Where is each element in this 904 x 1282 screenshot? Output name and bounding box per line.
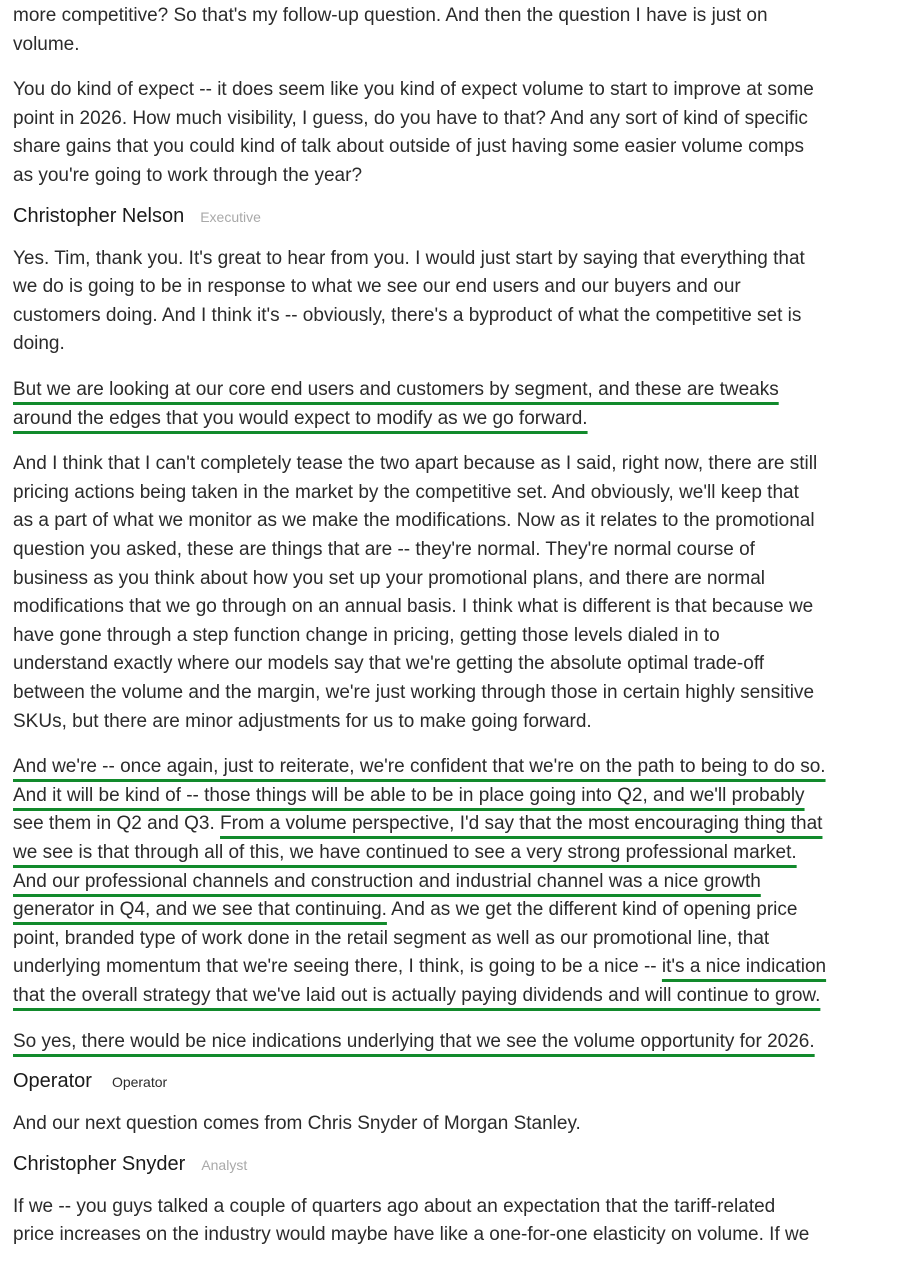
highlighted-text: we see is that through all of this, we have continued to see a very strong professional market. — [13, 842, 797, 863]
paragraph-line — [13, 1028, 815, 1056]
text-segment: understand exactly where our models say that we're getting the absolute optimal trade-off — [13, 653, 765, 675]
paragraph-line — [13, 450, 817, 478]
speaker-name: Operator — [13, 1070, 92, 1093]
highlighted-text: And our professional channels and construction and industrial channel was a nice growth — [13, 870, 761, 892]
paragraph-line — [13, 593, 813, 621]
paragraph-line — [13, 1193, 775, 1221]
text-segment: see them in Q2 and Q3. — [13, 813, 221, 835]
highlighted-text: it's a nice indication — [661, 956, 827, 978]
paragraph-line — [13, 507, 815, 535]
paragraph-line — [13, 982, 820, 1010]
text-segment: point in 2026. How much visibility, I guess, do you have to that? And any sort of kind of specific — [13, 107, 808, 129]
highlighted-text: around the edges that you would expect to modify as we go forward. — [13, 407, 588, 429]
paragraph-line — [13, 782, 805, 810]
paragraph-line — [13, 479, 799, 507]
text-segment: customers doing. And I think it's -- obviously, there's a byproduct of what the competitive set is — [13, 304, 802, 326]
highlighted-text: generator in Q4, and we see that continuing. — [13, 899, 387, 921]
text-segment: more competitive? So that's my follow-up question. And then the question I have is just on — [13, 5, 768, 26]
text-segment: And our next question comes from Chris Snyder of Morgan Stanley. — [13, 1113, 581, 1135]
highlighted-text: And it will be kind of -- those things will be able to be in place going into Q2, and we'll probably — [13, 784, 805, 806]
text-segment: business as you think about how you set up your promotional plans, and there are normal — [13, 567, 766, 589]
text-segment: If we -- you guys talked a couple of quarters ago about an expectation that the tariff-related — [13, 1195, 776, 1217]
text-segment: question you asked, these are things that are -- they're normal. They're normal course of — [13, 539, 755, 560]
text-segment: volume. — [13, 33, 80, 55]
paragraph-line — [13, 2, 768, 30]
text-segment: doing. — [13, 333, 65, 355]
text-segment: as you're going to work through the year? — [13, 165, 363, 186]
text-segment: You do kind of expect -- it does seem like you kind of expect volume to start to improve at some — [13, 79, 814, 101]
paragraph-line — [13, 868, 761, 896]
paragraph-line — [13, 650, 764, 678]
text-segment: we do is going to be in response to what we see our end users and our buyers and our — [13, 276, 741, 298]
highlighted-text: And we're -- once again, just to reiterate, we're confident that we're on the path to being to do so. — [13, 756, 826, 778]
speaker-name: Christopher Snyder — [13, 1152, 186, 1175]
paragraph-line — [13, 953, 826, 981]
speaker-header — [13, 1153, 247, 1176]
speaker-role: Analyst — [201, 1156, 248, 1173]
paragraph-line — [13, 810, 822, 838]
highlighted-text: From a volume perspective, I'd say that the most encouraging thing that — [220, 813, 823, 835]
speaker-role: Executive — [200, 208, 261, 225]
speaker-name: Christopher Nelson — [13, 204, 185, 227]
text-segment: Yes. Tim, thank you. It's great to hear from you. I would just start by saying that everything that — [13, 247, 805, 269]
paragraph-line — [13, 565, 765, 593]
text-segment: as a part of what we monitor as we make the modifications. Now as it relates to the promotional — [13, 510, 815, 532]
text-segment: between the volume and the margin, we're just working through those in certain highly sensitive — [13, 682, 815, 703]
paragraph-line — [13, 679, 814, 707]
paragraph-line — [13, 1221, 809, 1249]
text-segment: modifications that we go through on an annual basis. I think what is different is that because we — [13, 596, 814, 618]
paragraph-line — [13, 162, 362, 190]
text-segment: price increases on the industry would maybe have like a one-for-one elasticity on volume. If we — [13, 1224, 810, 1246]
text-segment: underlying momentum that we're seeing there, I think, is going to be a nice -- — [13, 956, 662, 978]
paragraph-line — [13, 376, 779, 404]
text-segment: SKUs, but there are minor adjustments for us to make going forward. — [13, 710, 592, 732]
text-segment: share gains that you could kind of talk about outside of just having some easier volume comps — [13, 136, 805, 158]
text-segment: pricing actions being taken in the market by the competitive set. And obviously, we'll keep that — [13, 481, 799, 503]
highlighted-text: But we are looking at our core end users and customers by segment, and these are tweaks — [13, 379, 779, 400]
paragraph-line — [13, 896, 797, 924]
paragraph-line — [13, 753, 826, 781]
highlighted-text: that the overall strategy that we've laid out is actually paying dividends and will continue to grow. — [13, 985, 821, 1006]
paragraph-line — [13, 245, 805, 273]
paragraph-line — [13, 536, 755, 564]
paragraph-line — [13, 330, 65, 358]
highlighted-text: So yes, there would be nice indications underlying that we see the volume opportunity for 2026. — [13, 1030, 815, 1052]
paragraph-line — [13, 925, 769, 953]
paragraph-line — [13, 76, 814, 104]
paragraph-line — [13, 31, 80, 59]
speaker-header — [13, 205, 261, 228]
paragraph-line — [13, 622, 720, 650]
text-segment: And I think that I can't completely tease the two apart because as I said, right now, there are still — [13, 453, 818, 475]
text-segment: And as we get the different kind of opening price — [386, 899, 798, 921]
speaker-header — [13, 1070, 167, 1093]
paragraph-line — [13, 273, 741, 301]
paragraph-line — [13, 302, 801, 330]
paragraph-line — [13, 133, 804, 161]
paragraph-line — [13, 839, 797, 867]
paragraph-line — [13, 708, 592, 736]
speaker-role: Operator — [111, 1074, 168, 1091]
text-segment: have gone through a step function change in pricing, getting those levels dialed in to — [13, 624, 720, 646]
paragraph-line — [13, 1110, 581, 1138]
paragraph-line — [13, 105, 808, 133]
text-segment: point, branded type of work done in the retail segment as well as our promotional line, that — [13, 927, 770, 949]
paragraph-line — [13, 405, 588, 433]
